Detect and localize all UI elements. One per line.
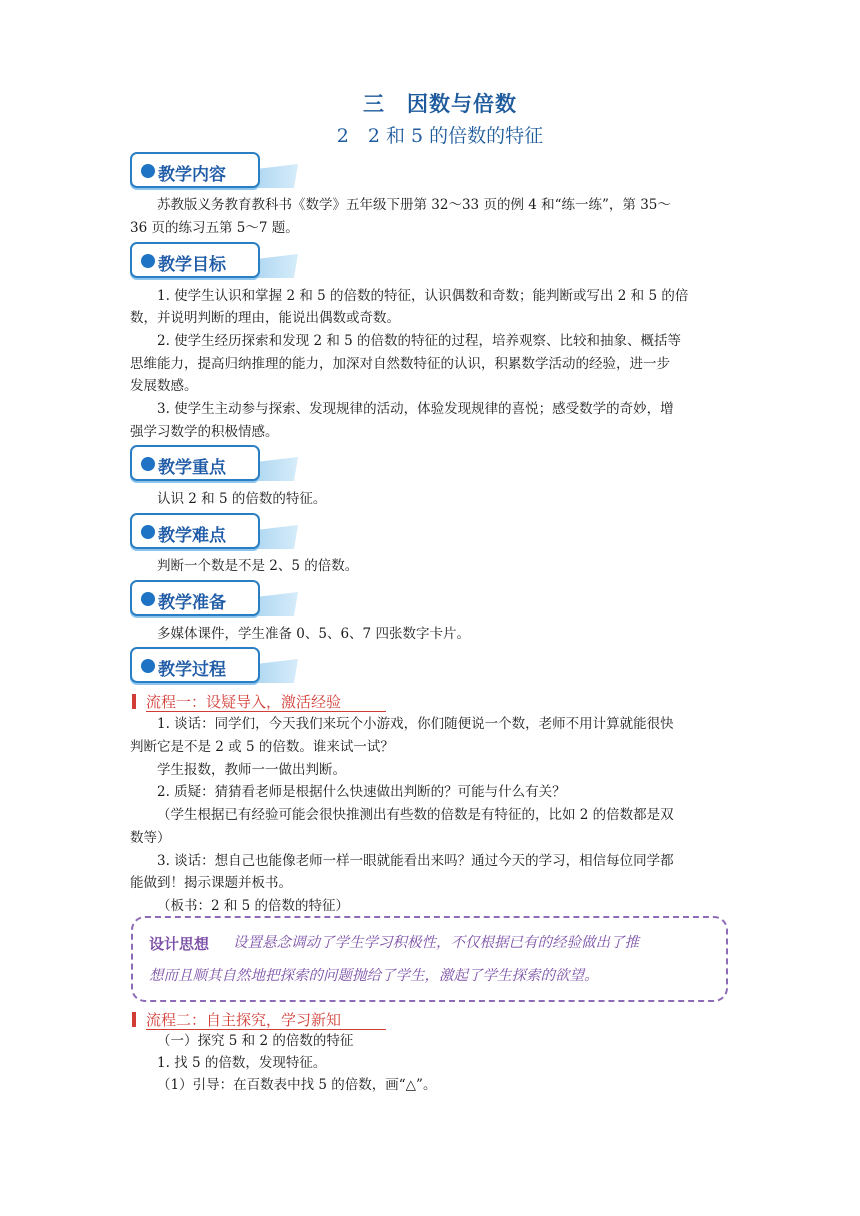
difficulty-text: 判断一个数是不是 2、5 的倍数。 (157, 558, 359, 574)
flow-1-heading (132, 691, 732, 711)
flow-2-line-2: 1. 找 5 的倍数，发现特征。 (157, 1055, 327, 1071)
goal-3-line-1: 3. 使学生主动参与探索、发现规律的活动，体验发现规律的喜悦；感受数学的奇妙，增 (157, 401, 674, 417)
content-line-1: 苏教版义务教育教科书《数学》五年级下册第 32～33 页的例 4 和“练一练”，第 35～ (157, 197, 671, 213)
flow-2-line-1: （一）探究 5 和 2 的倍数的特征 (157, 1033, 354, 1049)
flow-1-p3-line-2: 能做到！揭示课题并板书。 (130, 875, 292, 891)
section-label: 教学重点 (158, 458, 226, 478)
section-label: 教学难点 (158, 526, 226, 546)
section-box (130, 152, 260, 188)
flow-underline (146, 711, 386, 712)
section-header-goals (130, 242, 300, 282)
flow-1-p3-line-1: 3. 谈话：想自己也能像老师一样一眼就能看出来吗？通过今天的学习，相信每位同学都 (157, 853, 674, 869)
section-box (130, 242, 260, 278)
flow-1-p3-line-3: （板书：2 和 5 的倍数的特征） (157, 898, 350, 914)
flow-1-p2-line-3: 数等） (130, 830, 171, 846)
section-label: 教学目标 (158, 255, 226, 275)
lesson-title: 2 2 和 5 的倍数的特征 (336, 125, 544, 147)
flow-1-p1-line-1: 1. 谈话：同学们，今天我们来玩个小游戏，你们随便说一个数，老师不用计算就能很快 (157, 716, 674, 732)
section-box (130, 580, 260, 616)
unit-title: 三 因数与倍数 (363, 92, 517, 116)
design-idea-line-2: 想而且顺其自然地把探索的问题抛给了学生，激起了学生探索的欲望。 (149, 968, 599, 984)
design-idea-line-1: 设置悬念调动了学生学习积极性，不仅根据已有的经验做出了推 (233, 935, 639, 951)
flow-marker-bar (132, 1012, 136, 1027)
goal-2-line-3: 发展数感。 (130, 378, 198, 394)
goal-1-line-2: 数，并说明判断的理由，能说出偶数或奇数。 (130, 310, 400, 326)
flow-1-title: 流程一：设疑导入，激活经验 (146, 693, 342, 711)
bullet-dot-icon (141, 164, 155, 178)
bullet-dot-icon (141, 457, 155, 471)
bullet-dot-icon (141, 659, 155, 673)
goal-3-line-2: 强学习数学的积极情感。 (130, 424, 279, 440)
goal-1-line-1: 1. 使学生认识和掌握 2 和 5 的倍数的特征，认识偶数和奇数；能判断或写出 2 和 5 的倍 (157, 288, 689, 304)
section-header-content (130, 152, 300, 192)
content-line-2: 36 页的练习五第 5～7 题。 (130, 220, 299, 236)
section-header-difficulty (130, 513, 300, 553)
bullet-dot-icon (141, 592, 155, 606)
section-label: 教学过程 (158, 660, 226, 680)
section-header-prep (130, 580, 300, 620)
flow-2-title: 流程二：自主探究，学习新知 (146, 1011, 342, 1029)
key-point-text: 认识 2 和 5 的倍数的特征。 (157, 491, 327, 507)
design-idea-box (131, 916, 728, 1002)
section-header-key (130, 445, 300, 485)
goal-2-line-2: 思维能力，提高归纳推理的能力，加深对自然数特征的认识，积累数学活动的经验，进一步 (130, 356, 670, 372)
section-label: 教学准备 (158, 593, 226, 613)
section-box (130, 647, 260, 683)
flow-1-p2-line-2: （学生根据已有经验可能会很快推测出有些数的倍数是有特征的，比如 2 的倍数都是双 (157, 807, 674, 823)
bullet-dot-icon (141, 254, 155, 268)
prep-text: 多媒体课件，学生准备 0、5、6、7 四张数字卡片。 (157, 626, 470, 642)
flow-2-heading (132, 1009, 732, 1029)
flow-1-p1-line-2: 判断它是不是 2 或 5 的倍数。谁来试一试？ (130, 739, 394, 755)
section-label: 教学内容 (158, 165, 226, 185)
section-box (130, 513, 260, 549)
goal-2-line-1: 2. 使学生经历探索和发现 2 和 5 的倍数的特征的过程，培养观察、比较和抽象、概括等 (157, 333, 682, 349)
flow-marker-bar (132, 694, 136, 709)
flow-2-line-3: （1）引导：在百数表中找 5 的倍数，画“△”。 (157, 1077, 437, 1093)
design-idea-label: 设计思想 (149, 935, 210, 953)
flow-1-p1-line-3: 学生报数，教师一一做出判断。 (157, 762, 346, 778)
section-header-process (130, 647, 300, 687)
flow-1-p2-line-1: 2. 质疑：猜猜看老师是根据什么快速做出判断的？可能与什么有关？ (157, 784, 566, 800)
bullet-dot-icon (141, 525, 155, 539)
section-box (130, 445, 260, 481)
